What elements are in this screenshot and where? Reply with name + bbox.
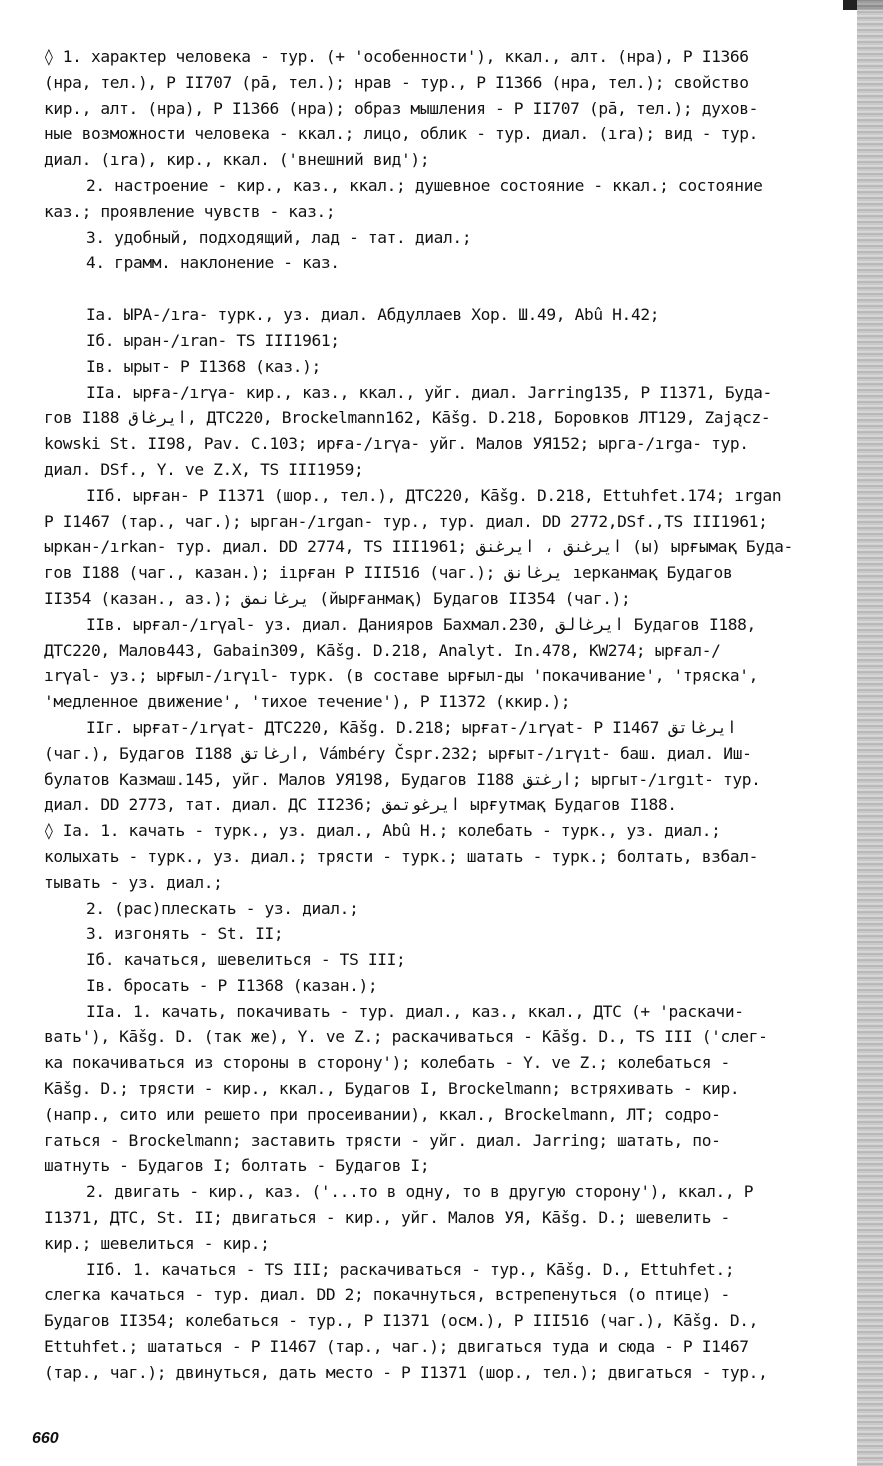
- forms-section: [44, 302, 853, 1385]
- text-line: 3. изгонять - St. II;: [86, 924, 284, 944]
- text-line: 3. удобный, подходящий, лад - тат. диал.;: [86, 227, 472, 247]
- text-line: I1371, ДТС, St. II; двигаться - кир., уйг. Малов УЯ, Kāšg. D.; шевелить -: [44, 1208, 730, 1228]
- text-line: ırγal- уз.; ырғыл-/ırγıl- турк. (в составе ырғыл-ды 'покачивание', 'тряска',: [44, 666, 759, 686]
- text-line: 'медленное движение', 'тихое течение'), Р I1372 (ккир.);: [44, 692, 571, 712]
- text-line: булатов Казмаш.145, уйг. Малов УЯ198, Будагов I188 ارغتق; ыргыт-/ırgıt- тур.: [44, 769, 761, 789]
- text-line: кир., алт. (нра), Р I1366 (нра); образ мышления - Р II707 (ра̄, тел.); духов-: [44, 98, 759, 118]
- text-line: Iб. ыран-/ıran- TS III1961;: [86, 330, 340, 350]
- text-line: ные возможности человека - ккал.; лицо, облик - тур. диал. (ıra); вид - тур.: [44, 124, 759, 144]
- text-line: Ia. ЫРА-/ıra- турк., уз. диал. Абдуллаев Хор. Ш.49, Abû H.42;: [86, 305, 660, 325]
- text-line: 4. грамм. наклонение - каз.: [86, 253, 340, 273]
- text-line: слегка качаться - тур. диал. DD 2; покачнуться, встрепенуться (о птице) -: [44, 1285, 730, 1305]
- text-line: 2. (рас)плескать - уз. диал.;: [86, 898, 359, 918]
- text-line: гаться - Brockelmann; заставить трясти - уйг. диал. Jarring; шатать, по-: [44, 1130, 721, 1150]
- text-line: ыркан-/ırkan- тур. диал. DD 2774, TS III1961; ایرغنق ، ایرغنق (ы) ырғымақ Буда-: [44, 537, 793, 557]
- text-line: шатнуть - Будагов I; болтать - Будагов I;: [44, 1156, 430, 1176]
- text-line: 2. двигать - кир., каз. ('...то в одну, то в другую сторону'), ккал., Р: [86, 1182, 754, 1202]
- text-line: IIа. 1. качать, покачивать - тур. диал., каз., ккал., ДТС (+ 'раскачи-: [86, 1001, 744, 1021]
- text-line: вать'), Kāšg. D. (так же), Y. ve Z.; раскачиваться - Kāšg. D., TS III ('слег-: [44, 1027, 768, 1047]
- text-line: Kāšg. D.; трясти - кир., ккал., Будагов I, Brockelmann; встряхивать - кир.: [44, 1079, 740, 1099]
- text-line: Будагов II354; колебаться - тур., Р I1371 (осм.), Р III516 (чаг.), Kāšg. D.,: [44, 1311, 759, 1331]
- text-line: IIб. ырған- Р I1371 (шор., тел.), ДТС220, Kāšg. D.218, Ettuhfet.174; ırgan: [86, 485, 782, 505]
- text-line: IIг. ырғат-/ırγat- ДТС220, Kāšg. D.218; ырғат-/ırγat- Р I1467 ایرغاتق: [86, 717, 737, 737]
- text-line: Iв. бросать - Р I1368 (казан.);: [86, 975, 378, 995]
- text-line: гов I188 (чаг., казан.); iıрған Р III516 (чаг.); یرغانق ıерканмақ Будагов: [44, 563, 733, 583]
- text-line: диал. DSf., Y. ve Z.X, TS III1959;: [44, 459, 364, 479]
- text-line: Р I1467 (тар., чаг.); ырган-/ırgan- тур., тур. диал. DD 2772,DSf.,TS III1961;: [44, 511, 768, 531]
- text-line: ка покачиваться из стороны в сторону'); колебать - Y. ve Z.; колебаться -: [44, 1053, 730, 1073]
- text-line: II354 (казан., аз.); یرغانمق (йырғанмақ) Будагов II354 (чаг.);: [44, 588, 631, 608]
- section-gap: [44, 276, 853, 302]
- text-line: 2. настроение - кир., каз., ккал.; душевное состояние - ккал.; состояние: [86, 175, 763, 195]
- meaning-section: [44, 44, 853, 276]
- text-line: (напр., сито или решето при просеивании), ккал., Brockelmann, ЛТ; содро-: [44, 1104, 721, 1124]
- text-line: кир.; шевелиться - кир.;: [44, 1233, 270, 1253]
- text-line: тывать - уз. диал.;: [44, 872, 223, 892]
- text-line: каз.; проявление чувств - каз.;: [44, 201, 336, 221]
- text-line: (нра, тел.), Р II707 (ра̄, тел.); нрав - тур., Р I1366 (нра, тел.); свойство: [44, 72, 749, 92]
- text-line: ◊ Iа. 1. качать - турк., уз. диал., Abû H.; колебать - турк., уз. диал.;: [44, 821, 721, 841]
- text-line: Iв. ырыт- Р I1368 (каз.);: [86, 356, 321, 376]
- page-number: 660: [32, 1430, 59, 1447]
- text-line: (чаг.), Будагов I188 ارغاتق, Vámbéry Čspr.232; ырғыт-/ırγıt- баш. диал. Иш-: [44, 743, 752, 763]
- text-line: IIв. ырғал-/ırγal- уз. диал. Данияров Бахмал.230, ایرغالق Будагов I188,: [86, 614, 756, 634]
- text-line: IIа. ырға-/ırγa- кир., каз., ккал., уйг. диал. Jarring135, Р I1371, Буда-: [86, 382, 772, 402]
- text-line: IIб. 1. качаться - TS III; раскачиваться - тур., Kāšg. D., Ettuhfet.;: [86, 1259, 735, 1279]
- text-line: диал. (ıra), кир., ккал. ('внешний вид');: [44, 150, 430, 170]
- text-line: kowski St. II98, Pav. C.103; ирға-/ırγa- уйг. Малов УЯ152; ырга-/ırga- тур.: [44, 434, 749, 454]
- text-line: гов I188 ایرغاق, ДТС220, Brockelmann162, Kāšg. D.218, Боровков ЛТ129, Zającz-: [44, 408, 771, 428]
- text-line: (тар., чаг.); двинуться, дать место - Р I1371 (шор., тел.); двигаться - тур.,: [44, 1362, 768, 1382]
- text-line: ◊ 1. характер человека - тур. (+ 'особенности'), ккал., алт. (нра), Р I1366: [44, 47, 749, 66]
- text-line: ДТС220, Малов443, Gabain309, Kāšg. D.218, Analyt. In.478, KW274; ырғал-/: [44, 640, 721, 660]
- text-line: диал. DD 2773, тат. диал. ДС II236; ایرغوتمق ырғутмақ Будагов I188.: [44, 795, 677, 815]
- text-line: Iб. качаться, шевелиться - TS III;: [86, 950, 406, 970]
- text-line: Ettuhfet.; шататься - Р I1467 (тар., чаг.); двигаться туда и сюда - Р I1467: [44, 1337, 749, 1357]
- text-line: колыхать - турк., уз. диал.; трясти - турк.; шатать - турк.; болтать, взбал-: [44, 846, 759, 866]
